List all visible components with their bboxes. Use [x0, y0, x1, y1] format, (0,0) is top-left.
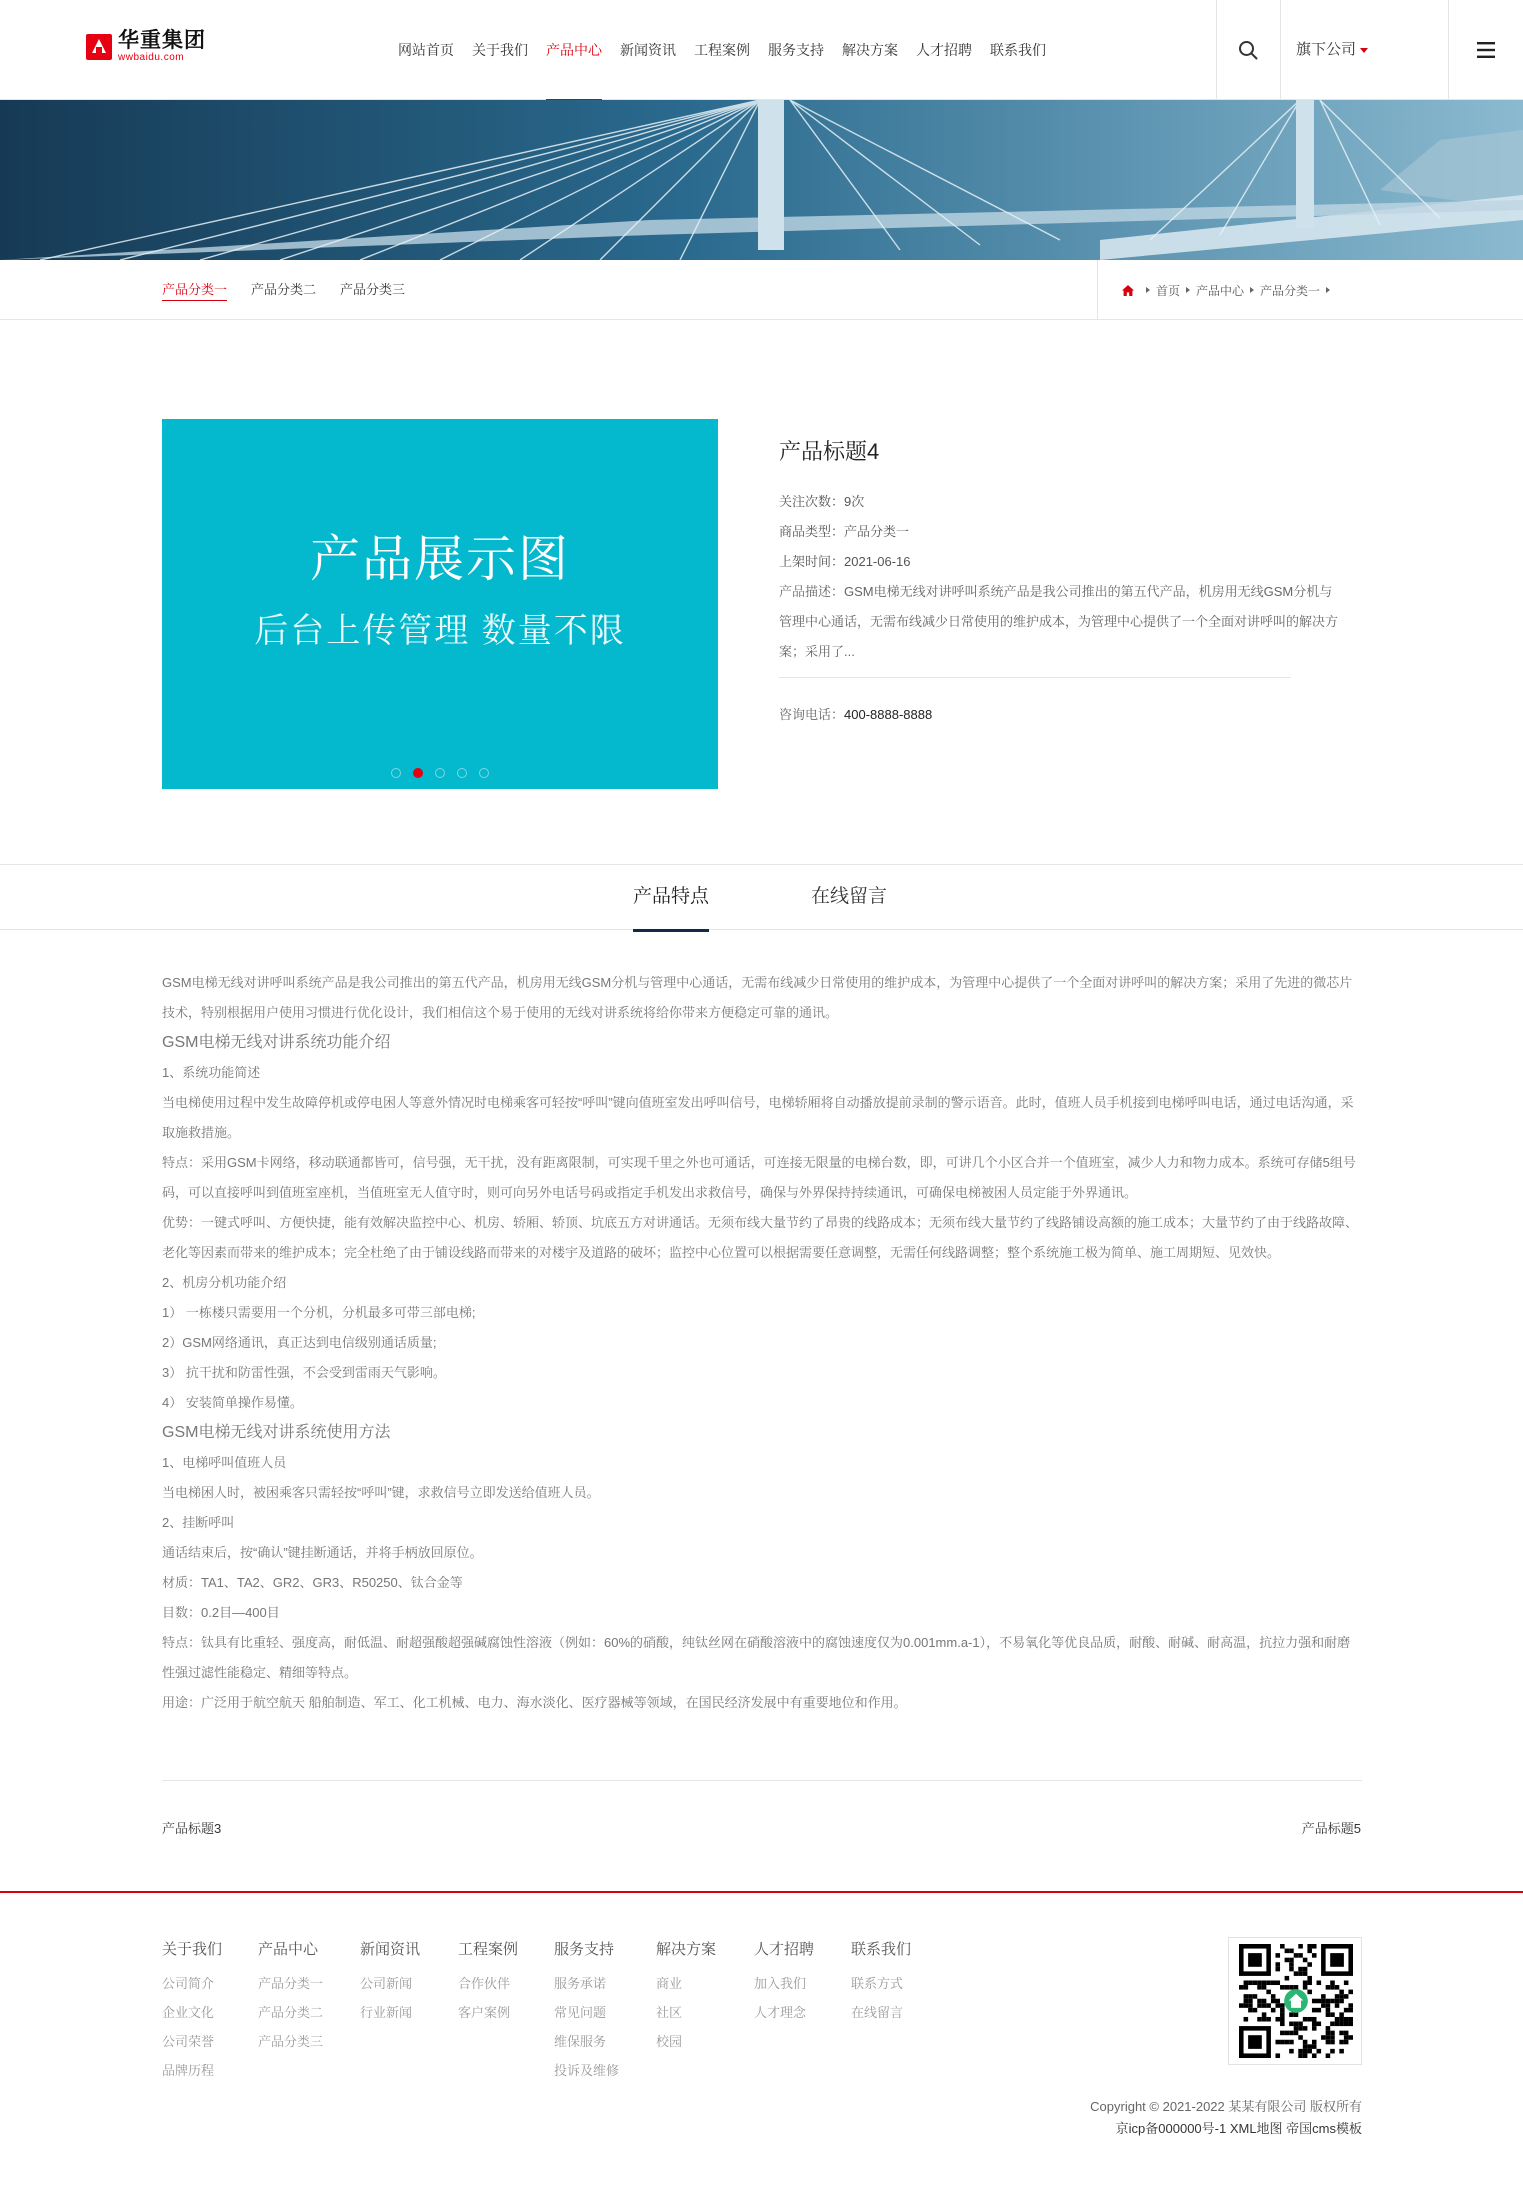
breadcrumb — [1097, 260, 1336, 320]
company-selector-label: 旗下公司 — [1296, 41, 1357, 58]
footer-link[interactable]: 联系方式 — [851, 1976, 904, 1991]
footer-link[interactable]: 公司新闻 — [360, 1976, 413, 1991]
footer-link[interactable]: 企业文化 — [162, 2005, 215, 2020]
category-tabs — [162, 260, 429, 320]
article-divider — [162, 1780, 1362, 1781]
product-views: 关注次数：9次 — [779, 494, 865, 509]
gallery-pagination — [162, 768, 718, 778]
company-selector[interactable] — [1296, 30, 1368, 70]
footer-link[interactable]: 合作伙伴 — [458, 1976, 511, 1991]
sub-nav — [0, 260, 1523, 320]
article-paragraph: 特点：采用GSM卡网络，移动联通都皆可，信号强，无干扰，没有距离限制，可实现千里之外也可通话，可连接无限量的电梯台数，即，可讲几个小区合并一个值班室，减少人力和物力成本。系统可存储5组号码，可以直接呼叫到值班室座机，当值班室无人值守时，则可向另外电话号码或指定手机发出求救信号，确保与外界保持持续通讯，可确保电梯被困人员定能于外界通讯。 — [162, 1155, 1356, 1200]
content-tabs — [0, 864, 1523, 930]
footer-col-news — [360, 1938, 420, 2027]
nav-item-cases[interactable]: 工程案例 — [694, 42, 750, 58]
gallery-dot[interactable] — [479, 768, 489, 778]
footer-link[interactable]: 商业 — [656, 1976, 683, 1991]
logo[interactable] — [86, 30, 206, 63]
product-gallery[interactable] — [162, 419, 718, 789]
article-paragraph: 特点：钛具有比重轻、强度高，耐低温、耐超强酸超强碱腐蚀性溶液（例如：60%的硝酸，纯钛丝网在硝酸溶液中的腐蚀速度仅为0.001mm.a-1），不易氧化等优良品质，耐酸、耐碱、耐高温，抗拉力强和耐磨性强过滤性能稳定、精细等特点。 — [162, 1635, 1351, 1680]
article-paragraph: 1） 一栋楼只需要用一个分机，分机最多可带三部电梯; — [162, 1305, 476, 1320]
article-paragraph: 当电梯使用过程中发生故障停机或停电困人等意外情况时电梯乘客可轻按“呼叫”键向值班室发出呼叫信号，电梯轿厢将自动播放提前录制的警示语音。此时，值班人员手机接到电梯呼叫电话，通过电话沟通，采取施救措施。 — [162, 1095, 1354, 1140]
footer-col-careers — [754, 1938, 814, 2027]
gallery-dot[interactable] — [413, 768, 423, 778]
footer-link[interactable]: 校园 — [656, 2034, 683, 2049]
product-description: 产品描述：GSM电梯无线对讲呼叫系统产品是我公司推出的第五代产品，机房用无线GSM分机与管理中心通话，无需布线减少日常使用的维护成本，为管理中心提供了一个全面对讲呼叫的解决方案；采用了... — [779, 584, 1339, 659]
footer-col-title[interactable]: 关于我们 — [162, 1941, 223, 1958]
search-icon — [1238, 40, 1258, 60]
product-divider — [779, 677, 1291, 678]
article-paragraph: 材质：TA1、TA2、GR2、GR3、R50250、钛合金等 — [162, 1575, 463, 1590]
footer-col-solutions — [656, 1938, 716, 2056]
footer-col-title[interactable]: 服务支持 — [554, 1941, 615, 1958]
banner-image — [0, 100, 1523, 260]
nav-item-home[interactable]: 网站首页 — [398, 42, 454, 58]
footer-link[interactable]: 客户案例 — [458, 2005, 511, 2020]
footer-col-title[interactable]: 新闻资讯 — [360, 1941, 421, 1958]
product-date: 上架时间：2021-06-16 — [779, 554, 911, 569]
gallery-subtitle: 后台上传管理 数量不限 — [254, 612, 626, 650]
footer-link[interactable]: 产品分类二 — [258, 2005, 324, 2020]
nav-item-products[interactable]: 产品中心 — [546, 0, 602, 100]
article-paragraph: 1、系统功能简述 — [162, 1065, 261, 1080]
footer-link[interactable]: 产品分类一 — [258, 1976, 324, 1991]
article-paragraph: GSM电梯无线对讲呼叫系统产品是我公司推出的第五代产品，机房用无线GSM分机与管理中心通话，无需布线减少日常使用的维护成本，为管理中心提供了一个全面对讲呼叫的解决方案；采用了先进的微芯片技术，特别根据用户使用习惯进行优化设计，我们相信这个易于使用的无线对讲系统将给你带来方便稳定可靠的通讯。 — [162, 975, 1353, 1020]
breadcrumb-separator-icon — [1146, 287, 1150, 293]
footer-link[interactable]: 公司简介 — [162, 1976, 215, 1991]
nav-item-solutions[interactable]: 解决方案 — [842, 42, 898, 58]
footer-link[interactable]: 人才理念 — [754, 2005, 807, 2020]
header-divider — [1280, 0, 1281, 100]
menu-button[interactable] — [1448, 30, 1523, 70]
article-paragraph: 用途：广泛用于航空航天 船舶制造、军工、化工机械、电力、海水淡化、医疗器械等领域，在国民经济发展中有重要地位和作用。 — [162, 1695, 907, 1710]
copyright — [1090, 2096, 1362, 2140]
footer-col-contact — [851, 1938, 911, 2027]
logo-domain: wwbaidu.com — [118, 52, 185, 63]
article-paragraph: 2、挂断呼叫 — [162, 1515, 235, 1530]
qr-code — [1228, 1937, 1362, 2065]
nav-item-service[interactable]: 服务支持 — [768, 42, 824, 58]
product-info — [779, 419, 1340, 730]
home-icon[interactable] — [1122, 285, 1134, 296]
logo-name: 华重集团 — [118, 29, 206, 52]
article-paragraph: 4） 安装简单操作易懂。 — [162, 1395, 303, 1410]
product-phone: 咨询电话：400-8888-8888 — [779, 707, 933, 722]
footer-link[interactable]: 加入我们 — [754, 1976, 807, 1991]
footer-link[interactable]: 行业新闻 — [360, 2005, 413, 2020]
footer-link[interactable]: 服务承诺 — [554, 1976, 607, 1991]
breadcrumb-category[interactable]: 产品分类一 — [1260, 283, 1321, 298]
footer-link[interactable]: 投诉及维修 — [554, 2063, 620, 2078]
footer-col-products — [258, 1938, 323, 2056]
next-product-link[interactable]: 产品标题5 — [1301, 1821, 1361, 1836]
search-button[interactable] — [1218, 30, 1278, 70]
product-type: 商品类型：产品分类一 — [779, 524, 910, 539]
header-divider — [1216, 0, 1217, 100]
nav-item-contact[interactable]: 联系我们 — [990, 42, 1046, 58]
product-article — [162, 968, 1362, 1718]
caret-down-icon — [1360, 48, 1368, 53]
copyright-line: Copyright © 2021-2022 某某有限公司 版权所有 — [1090, 2099, 1362, 2114]
footer-col-title[interactable]: 解决方案 — [656, 1941, 717, 1958]
footer-link[interactable]: 维保服务 — [554, 2034, 607, 2049]
nav-item-careers[interactable]: 人才招聘 — [916, 42, 972, 58]
category-tab-2[interactable]: 产品分类二 — [251, 282, 317, 297]
article-paragraph: 当电梯困人时，被困乘客只需轻按“呼叫”键，求救信号立即发送给值班人员。 — [162, 1485, 600, 1500]
product-meta — [779, 487, 1340, 667]
footer-link[interactable]: 产品分类三 — [258, 2034, 324, 2049]
qr-code-icon — [1239, 1944, 1353, 2058]
site-footer — [0, 1891, 1523, 2187]
gallery-dot[interactable] — [457, 768, 467, 778]
footer-link[interactable]: 常见问题 — [554, 2005, 607, 2020]
category-tab-1[interactable]: 产品分类一 — [162, 260, 227, 320]
main-nav — [398, 0, 1064, 100]
footer-link[interactable]: 公司荣誉 — [162, 2034, 215, 2049]
gallery-dot[interactable] — [435, 768, 445, 778]
prev-product-link[interactable]: 产品标题3 — [162, 1821, 222, 1836]
footer-col-title[interactable]: 人才招聘 — [754, 1941, 815, 1958]
footer-link[interactable]: 社区 — [656, 2005, 683, 2020]
icp-line[interactable]: 京icp备000000号-1 XML地图 帝国cms模板 — [1115, 2121, 1362, 2136]
footer-col-title[interactable]: 产品中心 — [258, 1941, 319, 1958]
article-heading: GSM电梯无线对讲系统使用方法 — [162, 1424, 391, 1441]
product-title: 产品标题4 — [779, 439, 880, 464]
tab-features[interactable]: 产品特点 — [633, 865, 709, 931]
breadcrumb-home[interactable]: 首页 — [1156, 283, 1181, 298]
category-tab-3[interactable]: 产品分类三 — [340, 282, 406, 297]
footer-col-title[interactable]: 工程案例 — [458, 1941, 519, 1958]
article-heading: GSM电梯无线对讲系统功能介绍 — [162, 1034, 391, 1051]
footer-link[interactable]: 在线留言 — [851, 2005, 904, 2020]
article-paragraph: 2）GSM网络通讯，真正达到电信级别通话质量; — [162, 1335, 437, 1350]
nav-item-about[interactable]: 关于我们 — [472, 42, 528, 58]
nav-item-news[interactable]: 新闻资讯 — [620, 42, 676, 58]
gallery-dot[interactable] — [391, 768, 401, 778]
article-paragraph: 通话结束后，按“确认”键挂断通话，并将手柄放回原位。 — [162, 1545, 483, 1560]
article-paragraph: 目数：0.2目—400目 — [162, 1605, 280, 1620]
gallery-title: 产品展示图 — [310, 531, 570, 587]
tab-message[interactable]: 在线留言 — [811, 886, 888, 907]
footer-link[interactable]: 品牌历程 — [162, 2063, 215, 2078]
breadcrumb-separator-icon — [1326, 287, 1330, 293]
footer-col-about — [162, 1938, 222, 2085]
footer-col-cases — [458, 1938, 518, 2027]
breadcrumb-separator-icon — [1186, 287, 1190, 293]
site-header — [0, 0, 1523, 100]
article-paragraph: 1、电梯呼叫值班人员 — [162, 1455, 287, 1470]
article-paragraph: 2、机房分机功能介绍 — [162, 1275, 287, 1290]
footer-col-service — [554, 1938, 619, 2085]
footer-col-title[interactable]: 联系我们 — [851, 1941, 912, 1958]
article-paragraph: 3） 抗干扰和防雷性强，不会受到雷雨天气影响。 — [162, 1365, 446, 1380]
article-paragraph: 优势：一键式呼叫、方便快捷，能有效解决监控中心、机房、轿厢、轿顶、坑底五方对讲通话。无须布线大量节约了昂贵的线路成本；无须布线大量节约了线路铺设高额的施工成本；大量节约了由于线路故障、老化等因素而带来的维护成本；完全杜绝了由于铺设线路而带来的对楼宇及道路的破坏；监控中心位置可以根据需要任意调整，无需任何线路调整；整个系统施工极为简单、施工周期短、见效快。 — [162, 1215, 1359, 1260]
breadcrumb-products[interactable]: 产品中心 — [1196, 283, 1245, 298]
breadcrumb-separator-icon — [1250, 287, 1254, 293]
hamburger-icon — [1476, 41, 1496, 59]
logo-mark-icon — [86, 34, 112, 60]
